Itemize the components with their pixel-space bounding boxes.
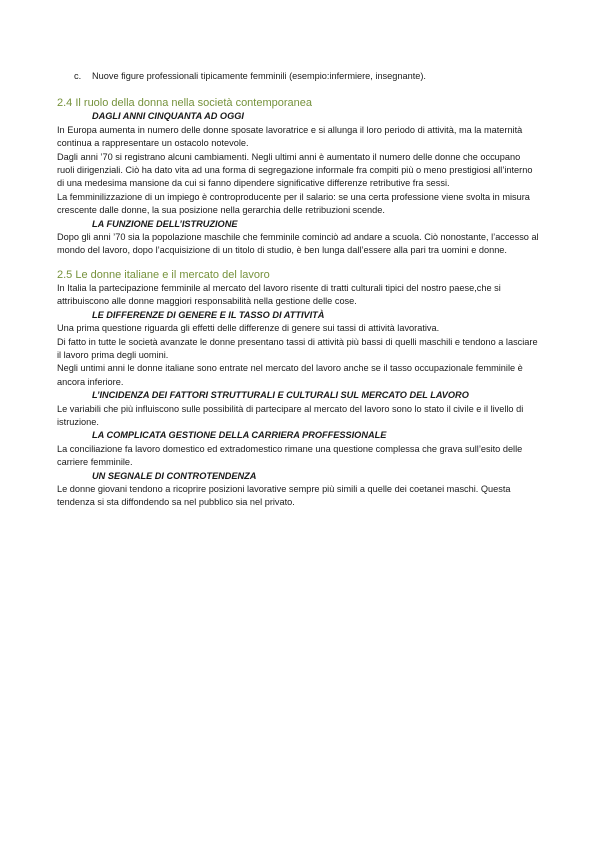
paragraph: In Europa aumenta in numero delle donne sposate lavoratrice e si allunga il loro periodo di attività, ma la maternità continua a rappresentare un ostacolo notevole. [57,124,523,149]
list-item [57,70,539,83]
subheading-dagli-anni: DAGLI ANNI CINQUANTA AD OGGI [92,111,244,122]
paragraph: In Italia la partecipazione femminile al mercato del lavoro risente di tratti culturali tipici del nostro paese,che si attribuiscono alle donne maggiori responsabilità nella gestione delle cose. [57,282,501,307]
paragraph: La conciliazione fa lavoro domestico ed extradomestico rimane una questione complessa che grava sull’esito delle carriere femminile. [57,443,523,468]
paragraph: Negli untimi anni le donne italiane sono entrate nel mercato del lavoro anche se il tasso occupazionale femminile è ancora inferiore. [57,363,523,387]
paragraph: Dopo gli anni ’70 sia la popolazione maschile che femminile cominciò ad andare a scuola. Ciò nonostante, l’accesso al mondo del lavoro, dopo l’acquisizione di un titolo di studio, è ben lunga dall’essere alla pari tra uomini e donne. [57,232,539,256]
section-heading-2-5: 2.5 Le donne italiane e il mercato del lavoro [57,268,270,281]
subheading-controtendenza: UN SEGNALE DI CONTROTENDENZA [92,470,257,481]
list-marker: c. [74,71,82,81]
list-item-text: Nuove figure professionali tipicamente femminili (esempio:infermiere, insegnante). [92,71,426,81]
paragraph: Di fatto in tutte le società avanzate le donne presentano tassi di attività più bassi di quelli maschili e tendono a lasciare il lavoro prima degli uomini. [57,336,538,360]
subheading-incidenza-fattori: L’INCIDENZA DEI FATTORI STRUTTURALI E CULTURALI SUL MERCATO DEL LAVORO [92,390,469,401]
section-spacer [57,258,539,268]
document-body [57,70,539,510]
paragraph: Le variabili che più influiscono sulle possibilità di partecipare al mercato del lavoro sono lo stato il civile e il livello di istruzione. [57,403,524,427]
paragraph: Una prima questione riguarda gli effetti delle differenze di genere sui tassi di attività lavorativa. [57,323,440,334]
paragraph: La femminilizzazione di un impiego è controproducente per il salario: se una certa professione viene svolta in misura crescente dalle donne, la sua posizione nella gerarchia delle retribuzioni scende. [57,191,530,216]
paragraph: Le donne giovani tendono a ricoprire posizioni lavorative sempre più simili a quelle dei coetanei maschi. Questa tendenza si sta diffondendo sa nel pubblico sia nel privato. [57,483,511,508]
section-heading-2-4: 2.4 Il ruolo della donna nella società contemporanea [57,97,313,110]
subheading-gestione-carriera: LA COMPLICATA GESTIONE DELLA CARRIERA PROFFESSIONALE [92,430,387,441]
paragraph: Dagli anni ’70 si registrano alcuni cambiamenti. Negli ultimi anni è aumentato il numero delle donne che occupano ruoli dirigenziali. Ciò ha dato vita ad una forma di segregazione informale fra compiti più o meno prestigiosi all’interno di una medesima mansione da cui si fanno dipendere significative differenze retributive fra sessi. [57,151,533,189]
subheading-funzione-istruzione: LA FUNZIONE DELL’ISTRUZIONE [92,218,238,229]
subheading-differenze-genere: LE DIFFERENZE DI GENERE E IL TASSO DI ATTIVITÀ [92,309,325,320]
